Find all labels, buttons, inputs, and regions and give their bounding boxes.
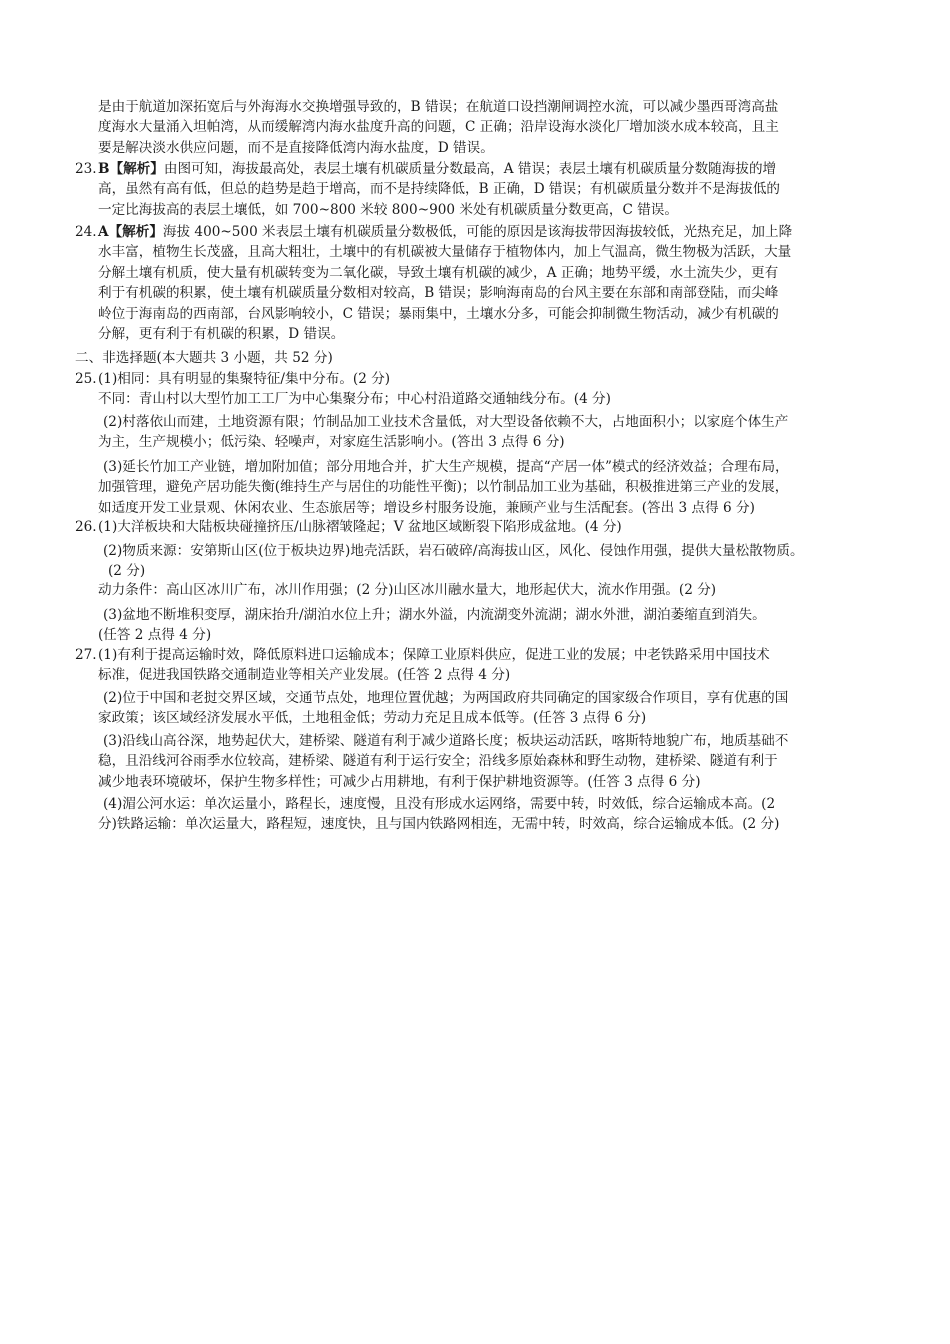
text-line: 一定比海拔高的表层土壤低，如 700~800 米较 800~900 米处有机碳质量分数更高，C 错误。 xyxy=(98,201,678,218)
text-line: 要是解决淡水供应问题，而不是直接降低湾内海水盐度，D 错误。 xyxy=(98,139,494,156)
q27-part-2 xyxy=(98,688,789,729)
text-line: 为主，生产规模小；低污染、轻噪声，对家庭生活影响小。(答出 3 点得 6 分) xyxy=(98,434,565,451)
question-23-answer xyxy=(75,159,780,220)
q26-dynamics: 动力条件：高山区冰川广布，冰川作用强；(2 分)山区冰川融水量大，地形起伏大，流水作用强。(2 分) xyxy=(98,582,717,598)
text-line: (4)湄公河水运：单次运量小，路程长，速度慢，且没有形成水运网络，需要中转，时效低，综合运输成本高。(2 xyxy=(103,796,776,812)
text-line: (3)沿线山高谷深，地势起伏大，建桥梁、隧道有利于减少道路长度；板块运动活跃，喀斯特地貌广布，地质基础不 xyxy=(103,733,789,749)
text-line: 稳，且沿线河谷雨季水位较高，建桥梁、隧道有利于运行安全；沿线多原始森林和野生动物，建桥梁、隧道有利于 xyxy=(98,753,778,770)
text-line: 水丰富，植物生长茂盛，且高大粗壮，土壤中的有机碳被大量储存于植物体内，加上气温高，微生物极为活跃，大量 xyxy=(98,244,792,261)
text-line: 分解土壤有机质，使大量有机碳转变为二氧化碳，导致土壤有机碳的减少，A 正确；地势平缓，水土流失少，更有 xyxy=(98,264,779,281)
text-line: (任答 2 点得 4 分) xyxy=(98,627,212,644)
question-24-answer xyxy=(75,222,792,344)
answer-tag: B【解析】 xyxy=(98,161,164,177)
answer-tag: A【解析】 xyxy=(98,224,163,240)
question-27-answer xyxy=(75,645,770,686)
text-line: 海拔 400~500 米表层土壤有机碳质量分数极低，可能的原因是该海拔带因海拔较低，光热充足，加上降 xyxy=(162,224,793,240)
text-line: 由图可知，海拔最高处，表层土壤有机碳质量分数最高，A 错误；表层土壤有机碳质量分数随海拔的增 xyxy=(163,161,777,177)
text-line: (2 分) xyxy=(108,563,146,580)
question-number: 25. xyxy=(75,371,97,387)
q26-part-2 xyxy=(103,541,804,582)
text-line: (1)大洋板块和大陆板块碰撞挤压/山脉褶皱隆起；V 盆地区域断裂下陷形成盆地。(4 分) xyxy=(98,519,622,535)
section-heading: 二、非选择题(本大题共 3 小题，共 52 分) xyxy=(75,350,333,366)
text-line: 岭位于海南岛的西南部，台风影响较小，C 错误；暴雨集中，土壤水分多，可能会抑制微生物活动，减少有机碳的 xyxy=(98,305,779,322)
text-line: 度海水大量涌入坦帕湾，从而缓解湾内海水盐度升高的问题，C 正确；沿岸设海水淡化厂增加淡水成本较高，且主 xyxy=(98,119,779,136)
question-number: 24. xyxy=(75,224,97,240)
question-25-answer xyxy=(75,369,611,410)
text-line: (1)相同：具有明显的集聚特征/集中分布。(2 分) xyxy=(98,371,391,387)
q26-part-3 xyxy=(98,605,766,646)
question-number: 27. xyxy=(75,647,97,663)
text-line: (2)位于中国和老挝交界区域，交通节点处，地理位置优越；为两国政府共同确定的国家级合作项目，享有优惠的国 xyxy=(103,690,789,706)
text-line: 高，虽然有高有低，但总的趋势是趋于增高，而不是持续降低，B 正确，D 错误；有机碳质量分数并不是海拔低的 xyxy=(98,181,781,198)
q27-part-4 xyxy=(98,794,780,835)
text-line: 分解，更有利于有机碳的积累，D 错误。 xyxy=(98,326,345,343)
text-line: 标准，促进我国铁路交通制造业等相关产业发展。(任答 2 点得 4 分) xyxy=(98,667,511,684)
text-line: 加强管理，避免产居功能失衡(维持生产与居住的功能性平衡)；以竹制品加工业为基础，积极推进第三产业的发展， xyxy=(98,479,789,496)
text-line: (2)村落依山而建，土地资源有限；竹制品加工业技术含量低，对大型设备依赖不大，占地面积小；以家庭个体生产 xyxy=(103,414,789,430)
text-line: 减少地表环境破坏，保护生物多样性；可减少占用耕地，有利于保护耕地资源等。(任答 3 点得 6 分) xyxy=(98,773,701,790)
q25-part-2 xyxy=(98,412,789,453)
q22-continuation xyxy=(98,97,779,158)
text-line: (1)有利于提高运输时效，降低原料进口运输成本；保障工业原料供应，促进工业的发展；中老铁路采用中国技术 xyxy=(98,647,770,663)
text-line: 家政策；该区域经济发展水平低，土地租金低；劳动力充足且成本低等。(任答 3 点得 6 分) xyxy=(98,710,647,727)
text-line: 不同：青山村以大型竹加工工厂为中心集聚分布；中心村沿道路交通轴线分布。(4 分) xyxy=(98,391,611,408)
question-number: 23. xyxy=(75,161,97,177)
text-line: (3)盆地不断堆积变厚，湖床抬升/湖泊水位上升；湖水外溢，内流湖变外流湖；湖水外泄，湖泊萎缩直到消失。 xyxy=(103,607,766,623)
text-line: (2)物质来源：安第斯山区(位于板块边界)地壳活跃，岩石破碎/高海拔山区，风化、侵蚀作用强，提供大量松散物质。 xyxy=(103,543,804,559)
text-line: 分)铁路运输：单次运量大，路程短，速度快，且与国内铁路网相连，无需中转，时效高，综合运输成本低。(2 分) xyxy=(98,816,780,833)
question-26-answer xyxy=(75,517,622,537)
question-number: 26. xyxy=(75,519,97,535)
q27-part-3 xyxy=(98,731,789,792)
text-line: 是由于航道加深拓宽后与外海海水交换增强导致的，B 错误；在航道口设挡潮闸调控水流，可以减少墨西哥湾高盐 xyxy=(98,99,779,115)
text-line: 利于有机碳的积累，使土壤有机碳质量分数相对较高，B 错误；影响海南岛的台风主要在东部和南部登陆，而尖峰 xyxy=(98,285,779,302)
text-line: (3)延长竹加工产业链，增加附加值；部分用地合并，扩大生产规模，提高“产居一体”模式的经济效益；合理布局， xyxy=(103,459,789,475)
text-line: 如适度开发工业景观、休闲农业、生态旅居等；增设乡村服务设施，兼顾产业与生活配套。(答出 3 点得 6 分) xyxy=(98,499,755,516)
q25-part-3 xyxy=(98,457,789,518)
